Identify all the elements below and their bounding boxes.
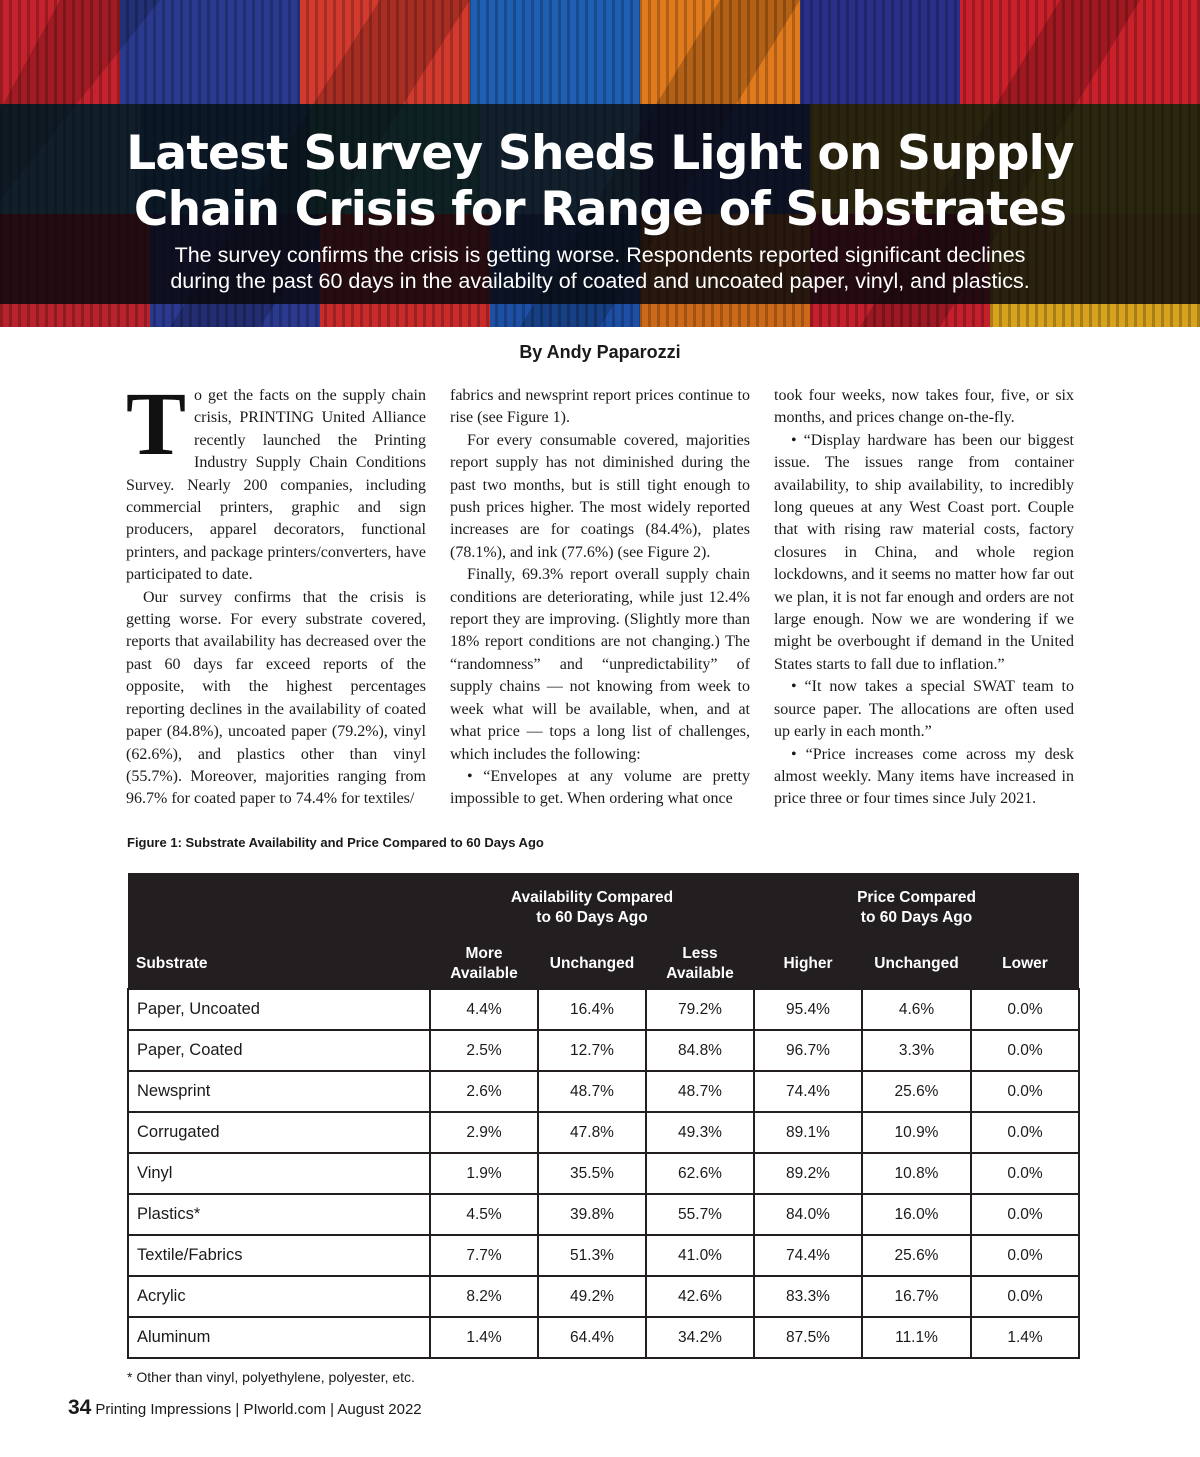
quote-bullet: • “Display hardware has been our biggest issue. The issues range from container availability, to ship availability, to incredibly long queues at any West Coast port. Couple that with rising raw material costs, factory closures in China, and whole region lockdowns, and it seems no matter how far out we plan, it is not far enough and orders are not large enough. Now we are wondering if we might be overbought if demand in the United States starts to fall due to inflation.” (774, 431, 1074, 673)
substrate-table (127, 873, 1080, 1359)
table-row (128, 1030, 1079, 1071)
value-cell: 0.0% (971, 1153, 1079, 1194)
header-text: to 60 Days Ago (536, 909, 648, 926)
paragraph: took four weeks, now takes four, five, or six months, and prices change on-the-fly. (774, 387, 1074, 427)
value-cell: 48.7% (538, 1071, 646, 1112)
value-cell: 12.7% (538, 1030, 646, 1071)
table-group-header-row (128, 873, 1079, 939)
table-footnote: * Other than vinyl, polyethylene, polyester, etc. (127, 1369, 415, 1385)
substrate-name-cell: Textile/Fabrics (128, 1235, 430, 1276)
header-text: Availability Compared (510, 889, 674, 906)
value-cell: 84.0% (754, 1194, 862, 1235)
value-cell: 3.3% (862, 1030, 971, 1071)
value-cell: 0.0% (971, 1276, 1079, 1317)
value-cell: 25.6% (862, 1235, 971, 1276)
table-row (128, 1153, 1079, 1194)
subtitle-line-1: The survey confirms the crisis is getting worse. Respondents reported significant declines (174, 243, 1026, 267)
value-cell: 10.8% (862, 1153, 971, 1194)
value-cell: 87.5% (754, 1317, 862, 1358)
value-cell: 74.4% (754, 1071, 862, 1112)
value-cell: 4.5% (430, 1194, 538, 1235)
value-cell: 95.4% (754, 989, 862, 1030)
value-cell: 4.6% (862, 989, 971, 1030)
table-row (128, 1276, 1079, 1317)
publication-info: Printing Impressions | PIworld.com | August 2022 (95, 1401, 422, 1418)
value-cell: 0.0% (971, 1030, 1079, 1071)
quote-bullet: • “Envelopes at any volume are pretty impossible to get. When ordering what once (450, 767, 750, 808)
table-header-blank (128, 873, 430, 939)
value-cell: 2.5% (430, 1030, 538, 1071)
price-group-header (754, 873, 1079, 939)
column-header-lower: Lower (971, 939, 1079, 989)
column-header-more-available (430, 939, 538, 989)
value-cell: 0.0% (971, 1112, 1079, 1153)
page-footer (68, 1396, 422, 1420)
paragraph: Our survey confirms that the crisis is getting worse. For every substrate covered, reports that availability has decreased over the past 60 days far exceed reports of the opposite, with the highest percentages reporting declines in the availability of coated paper (84.8%), uncoated paper (79.2%), vinyl (62.6%), and plastics other than vinyl (55.7%). Moreover, majorities ranging from 96.7% for coated paper to 74.4% for textiles/ (126, 588, 426, 808)
table-column-header-row (128, 939, 1079, 989)
value-cell: 2.9% (430, 1112, 538, 1153)
subtitle-line-2: during the past 60 days in the availabilty of coated and uncoated paper, vinyl, and plastics. (170, 269, 1030, 293)
column-header-unchanged-availability: Unchanged (538, 939, 646, 989)
article-column-2 (450, 385, 750, 811)
value-cell: 48.7% (646, 1071, 754, 1112)
value-cell: 34.2% (646, 1317, 754, 1358)
title-line-2: Chain Crisis for Range of Substrates (133, 182, 1067, 237)
value-cell: 49.2% (538, 1276, 646, 1317)
table-body (128, 989, 1079, 1358)
value-cell: 16.7% (862, 1276, 971, 1317)
quote-bullet: • “It now takes a special SWAT team to source paper. The allocations are often used up early in each month.” (774, 678, 1074, 741)
value-cell: 47.8% (538, 1112, 646, 1153)
value-cell: 0.0% (971, 1071, 1079, 1112)
table-row (128, 989, 1079, 1030)
table-row (128, 1112, 1079, 1153)
value-cell: 39.8% (538, 1194, 646, 1235)
substrate-name-cell: Vinyl (128, 1153, 430, 1194)
header-text: Available (450, 964, 518, 982)
value-cell: 8.2% (430, 1276, 538, 1317)
value-cell: 62.6% (646, 1153, 754, 1194)
value-cell: 25.6% (862, 1071, 971, 1112)
value-cell: 42.6% (646, 1276, 754, 1317)
header-text: Less (682, 944, 718, 962)
value-cell: 55.7% (646, 1194, 754, 1235)
value-cell: 84.8% (646, 1030, 754, 1071)
column-header-unchanged-price: Unchanged (862, 939, 971, 989)
value-cell: 16.0% (862, 1194, 971, 1235)
title-line-1: Latest Survey Sheds Light on Supply (126, 126, 1074, 181)
value-cell: 41.0% (646, 1235, 754, 1276)
column-header-higher: Higher (754, 939, 862, 989)
table-row (128, 1071, 1079, 1112)
header-text: to 60 Days Ago (860, 909, 973, 926)
value-cell: 1.9% (430, 1153, 538, 1194)
value-cell: 2.6% (430, 1071, 538, 1112)
table-row (128, 1317, 1079, 1358)
paragraph: fabrics and newsprint report prices continue to rise (see Figure 1). (450, 387, 750, 427)
value-cell: 89.1% (754, 1112, 862, 1153)
paragraph: For every consumable covered, majorities report supply has not diminished during the past two months, but is still tight enough to push prices higher. The most widely reported increases are for coatings (84.4%), plates (78.1%), and ink (77.6%) (see Figure 2). (450, 431, 750, 561)
value-cell: 49.3% (646, 1112, 754, 1153)
value-cell: 0.0% (971, 1235, 1079, 1276)
value-cell: 64.4% (538, 1317, 646, 1358)
value-cell: 4.4% (430, 989, 538, 1030)
article-column-1 (126, 375, 426, 811)
header-text: More (465, 944, 503, 962)
substrate-name-cell: Paper, Uncoated (128, 989, 430, 1030)
value-cell: 89.2% (754, 1153, 862, 1194)
header-text: Price Compared (857, 889, 976, 906)
subtitle (40, 242, 1160, 294)
value-cell: 1.4% (971, 1317, 1079, 1358)
substrate-name-cell: Paper, Coated (128, 1030, 430, 1071)
value-cell: 7.7% (430, 1235, 538, 1276)
value-cell: 1.4% (430, 1317, 538, 1358)
value-cell: 96.7% (754, 1030, 862, 1071)
table-row (128, 1194, 1079, 1235)
hero-banner (0, 0, 1200, 327)
drop-cap: T (126, 375, 187, 474)
availability-group-header (430, 873, 754, 939)
article-column-3 (774, 385, 1074, 811)
paragraph: Finally, 69.3% report overall supply chain conditions are deteriorating, while just 12.4% report they are improving. (Slightly more than 18% report conditions are not changing.) The “randomness” and “unpredictability” of supply chains — not knowing from week to week what will be available, when, and at what price — tops a long list of challenges, which includes the following: (450, 566, 750, 763)
value-cell: 83.3% (754, 1276, 862, 1317)
value-cell: 10.9% (862, 1112, 971, 1153)
value-cell: 16.4% (538, 989, 646, 1030)
substrate-name-cell: Newsprint (128, 1071, 430, 1112)
byline: By Andy Paparozzi (519, 342, 681, 362)
paragraph: o get the facts on the supply chain crisis, PRINTING United Alliance recently launched the Printing Industry Supply Chain Conditions Survey. Nearly 200 companies, including commercial printers, graphic and sign producers, apparel decorators, functional printers, and package printers/converters, have participated to date. (126, 387, 426, 584)
value-cell: 0.0% (971, 1194, 1079, 1235)
value-cell: 35.5% (538, 1153, 646, 1194)
substrate-name-cell: Acrylic (128, 1276, 430, 1317)
substrate-name-cell: Plastics* (128, 1194, 430, 1235)
value-cell: 0.0% (971, 989, 1079, 1030)
figure-caption: Figure 1: Substrate Availability and Price Compared to 60 Days Ago (127, 835, 544, 850)
substrate-name-cell: Aluminum (128, 1317, 430, 1358)
header-text: Available (666, 964, 734, 982)
value-cell: 11.1% (862, 1317, 971, 1358)
table-row (128, 1235, 1079, 1276)
page-title (40, 126, 1160, 238)
value-cell: 51.3% (538, 1235, 646, 1276)
value-cell: 79.2% (646, 989, 754, 1030)
substrate-name-cell: Corrugated (128, 1112, 430, 1153)
column-header-less-available (646, 939, 754, 989)
page-number: 34 (68, 1396, 92, 1419)
value-cell: 74.4% (754, 1235, 862, 1276)
column-header-substrate: Substrate (128, 939, 430, 989)
quote-bullet: • “Price increases come across my desk almost weekly. Many items have increased in price three or four times since July 2021. (774, 745, 1074, 808)
